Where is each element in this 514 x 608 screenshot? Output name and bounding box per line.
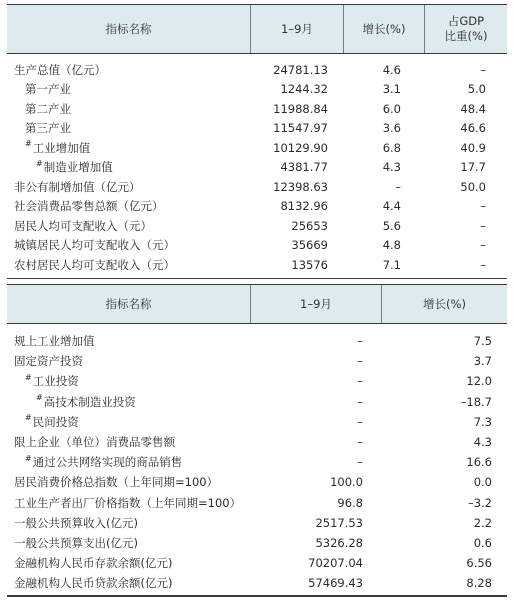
row-mark: # — [36, 393, 43, 403]
row-mark: # — [25, 372, 32, 382]
row-label-text: 第一产业 — [25, 82, 71, 97]
row-gdp-share: – — [480, 199, 486, 214]
row-gdp-share: 50.0 — [460, 179, 486, 194]
row-label — [25, 452, 182, 472]
table-row — [7, 236, 507, 256]
table-row — [7, 472, 507, 492]
row-growth: 6.0 — [382, 101, 401, 116]
row-label — [14, 573, 172, 593]
row-gdp-share: – — [480, 238, 486, 253]
row-growth: 4.4 — [382, 199, 401, 214]
row-label-text: 城镇居民人均可支配收入（元） — [14, 238, 175, 253]
row-growth: 4.3 — [382, 160, 401, 175]
row-value: 35669 — [291, 238, 328, 253]
row-gdp-share: – — [480, 62, 486, 77]
row-label — [25, 99, 71, 119]
row-value: 2517.53 — [315, 515, 363, 530]
row-value: 96.8 — [337, 495, 363, 510]
row-gdp-share: 5.0 — [467, 82, 486, 97]
table-row — [7, 158, 507, 178]
table-row — [7, 197, 507, 217]
row-growth: 6.8 — [382, 140, 401, 155]
row-label-text: 固定资产投资 — [14, 354, 83, 369]
row-label-text: 限上企业（单位）消费品零售额 — [14, 435, 175, 450]
row-value: – — [357, 374, 363, 389]
row-label — [14, 533, 138, 553]
row-label — [36, 392, 136, 412]
row-value: 8132.96 — [280, 199, 328, 214]
row-label — [14, 553, 172, 573]
row-growth: 3.7 — [473, 354, 492, 369]
row-growth: 4.8 — [382, 238, 401, 253]
row-growth: 12.0 — [466, 374, 492, 389]
row-gdp-share: 46.6 — [460, 121, 486, 136]
row-value: 24781.13 — [273, 62, 328, 77]
row-growth: 16.6 — [466, 455, 492, 470]
header-growth: 增长(%) — [423, 296, 466, 311]
table-row — [7, 452, 507, 472]
table-2-header — [7, 284, 507, 324]
table-row — [7, 371, 507, 391]
header-growth: 增长(%) — [362, 21, 406, 36]
row-growth: 2.2 — [473, 515, 492, 530]
row-label — [14, 432, 175, 452]
row-label-text: 农村居民人均可支配收入（元） — [14, 257, 175, 272]
row-label — [14, 216, 152, 236]
row-label — [14, 236, 175, 256]
table-row — [7, 331, 507, 351]
row-label — [14, 255, 175, 275]
row-growth: 4.3 — [473, 435, 492, 450]
row-value: 10129.90 — [273, 140, 328, 155]
table-row — [7, 80, 507, 100]
row-label — [14, 351, 83, 371]
row-value: – — [357, 435, 363, 450]
row-label-text: 工业投资 — [32, 374, 79, 389]
table-1-header — [7, 4, 507, 54]
row-growth: 7.5 — [473, 334, 492, 349]
row-label — [25, 371, 79, 391]
table-row — [7, 412, 507, 432]
row-value: 100.0 — [330, 475, 363, 490]
table-row — [7, 138, 507, 158]
row-value: 57469.43 — [308, 576, 363, 591]
row-value: 11988.84 — [273, 101, 328, 116]
table-row — [7, 432, 507, 452]
row-label-text: 民间投资 — [32, 414, 79, 429]
row-label-text: 通过公共网络实现的商品销售 — [32, 455, 183, 470]
table-row — [7, 119, 507, 139]
row-label — [14, 331, 95, 351]
row-label — [14, 472, 218, 492]
row-label — [25, 412, 79, 432]
table-row — [7, 513, 507, 533]
row-label — [14, 513, 138, 533]
row-mark: # — [25, 413, 32, 423]
table-row — [7, 392, 507, 412]
row-label-text: 工业增加值 — [32, 140, 91, 155]
row-label — [25, 80, 71, 100]
table-1-bottom-rule — [7, 278, 507, 280]
table-row — [7, 255, 507, 275]
row-label-text: 规上工业增加值 — [14, 334, 95, 349]
table-row — [7, 493, 507, 513]
row-label — [14, 177, 141, 197]
row-growth: 3.1 — [382, 82, 401, 97]
header-period: 1–9月 — [281, 21, 313, 36]
row-value: 12398.63 — [273, 179, 328, 194]
row-growth: 0.0 — [473, 475, 492, 490]
row-gdp-share: – — [480, 257, 486, 272]
row-label — [25, 138, 90, 158]
header-period: 1–9月 — [300, 296, 332, 311]
row-label — [14, 197, 164, 217]
row-value: – — [357, 455, 363, 470]
row-value: 25653 — [291, 218, 328, 233]
row-growth: 6.56 — [466, 556, 492, 571]
row-value: – — [357, 334, 363, 349]
economic-indicators-table-1 — [7, 4, 507, 279]
row-label — [14, 493, 241, 513]
table-2-bottom-rule — [7, 595, 507, 597]
row-growth: 3.6 — [382, 121, 401, 136]
table-row — [7, 60, 507, 80]
table-1-body — [7, 54, 507, 278]
row-value: 5326.28 — [315, 535, 363, 550]
row-value: 70207.04 — [308, 556, 363, 571]
row-mark: # — [25, 453, 32, 463]
row-label-text: 金融机构人民币存款余额(亿元) — [14, 556, 173, 571]
row-growth: –18.7 — [460, 394, 492, 409]
row-value: 1244.32 — [280, 82, 328, 97]
table-row — [7, 351, 507, 371]
row-growth: –3.2 — [467, 495, 492, 510]
row-gdp-share: 40.9 — [460, 140, 486, 155]
row-mark: # — [36, 158, 43, 168]
row-growth: 7.1 — [382, 257, 401, 272]
table-2-body — [7, 324, 507, 595]
row-label — [14, 60, 106, 80]
table-row — [7, 99, 507, 119]
row-growth: 5.6 — [382, 218, 401, 233]
row-label-text: 金融机构人民币贷款余额(亿元) — [14, 576, 173, 591]
row-label-text: 工业生产者出厂价格指数（上年同期=100） — [14, 495, 242, 510]
row-mark: # — [25, 139, 32, 149]
row-label-text: 一般公共预算收入(亿元) — [14, 515, 138, 530]
table-row — [7, 216, 507, 236]
row-value: 13576 — [291, 257, 328, 272]
header-gdp-share — [425, 5, 507, 53]
row-label-text: 非公有制增加值（亿元） — [14, 179, 141, 194]
table-row — [7, 553, 507, 573]
row-label-text: 生产总值（亿元） — [14, 62, 106, 77]
row-label — [36, 158, 113, 178]
row-growth: 4.6 — [382, 62, 401, 77]
table-row — [7, 573, 507, 593]
header-indicator-name: 指标名称 — [105, 21, 152, 36]
row-gdp-share: – — [480, 218, 486, 233]
row-value: 4381.77 — [280, 160, 328, 175]
table-row — [7, 533, 507, 553]
row-value: – — [357, 414, 363, 429]
row-growth: 7.3 — [473, 414, 492, 429]
row-value: 11547.97 — [273, 121, 328, 136]
row-label-text: 第二产业 — [25, 101, 71, 116]
row-gdp-share: 48.4 — [460, 101, 486, 116]
row-value: – — [357, 394, 363, 409]
table-row — [7, 177, 507, 197]
row-label — [25, 119, 71, 139]
row-label-text: 第三产业 — [25, 121, 71, 136]
row-label-text: 一般公共预算支出(亿元) — [14, 535, 138, 550]
header-gdp-share-line2: 比重(%) — [444, 29, 488, 43]
row-label-text: 高技术制造业投资 — [43, 394, 136, 409]
header-indicator-name: 指标名称 — [105, 296, 152, 311]
row-value: – — [357, 354, 363, 369]
row-growth: 0.6 — [473, 535, 492, 550]
row-label-text: 社会消费品零售总额（亿元） — [14, 199, 164, 214]
row-label-text: 居民消费价格总指数（上年同期=100） — [14, 475, 219, 490]
row-growth: – — [395, 179, 401, 194]
economic-indicators-table-2 — [7, 284, 507, 597]
row-growth: 8.28 — [466, 576, 492, 591]
row-label-text: 居民人均可支配收入（元） — [14, 218, 152, 233]
row-gdp-share: 17.7 — [460, 160, 486, 175]
row-label-text: 制造业增加值 — [43, 160, 113, 175]
header-gdp-share-line1: 占GDP — [447, 14, 485, 28]
